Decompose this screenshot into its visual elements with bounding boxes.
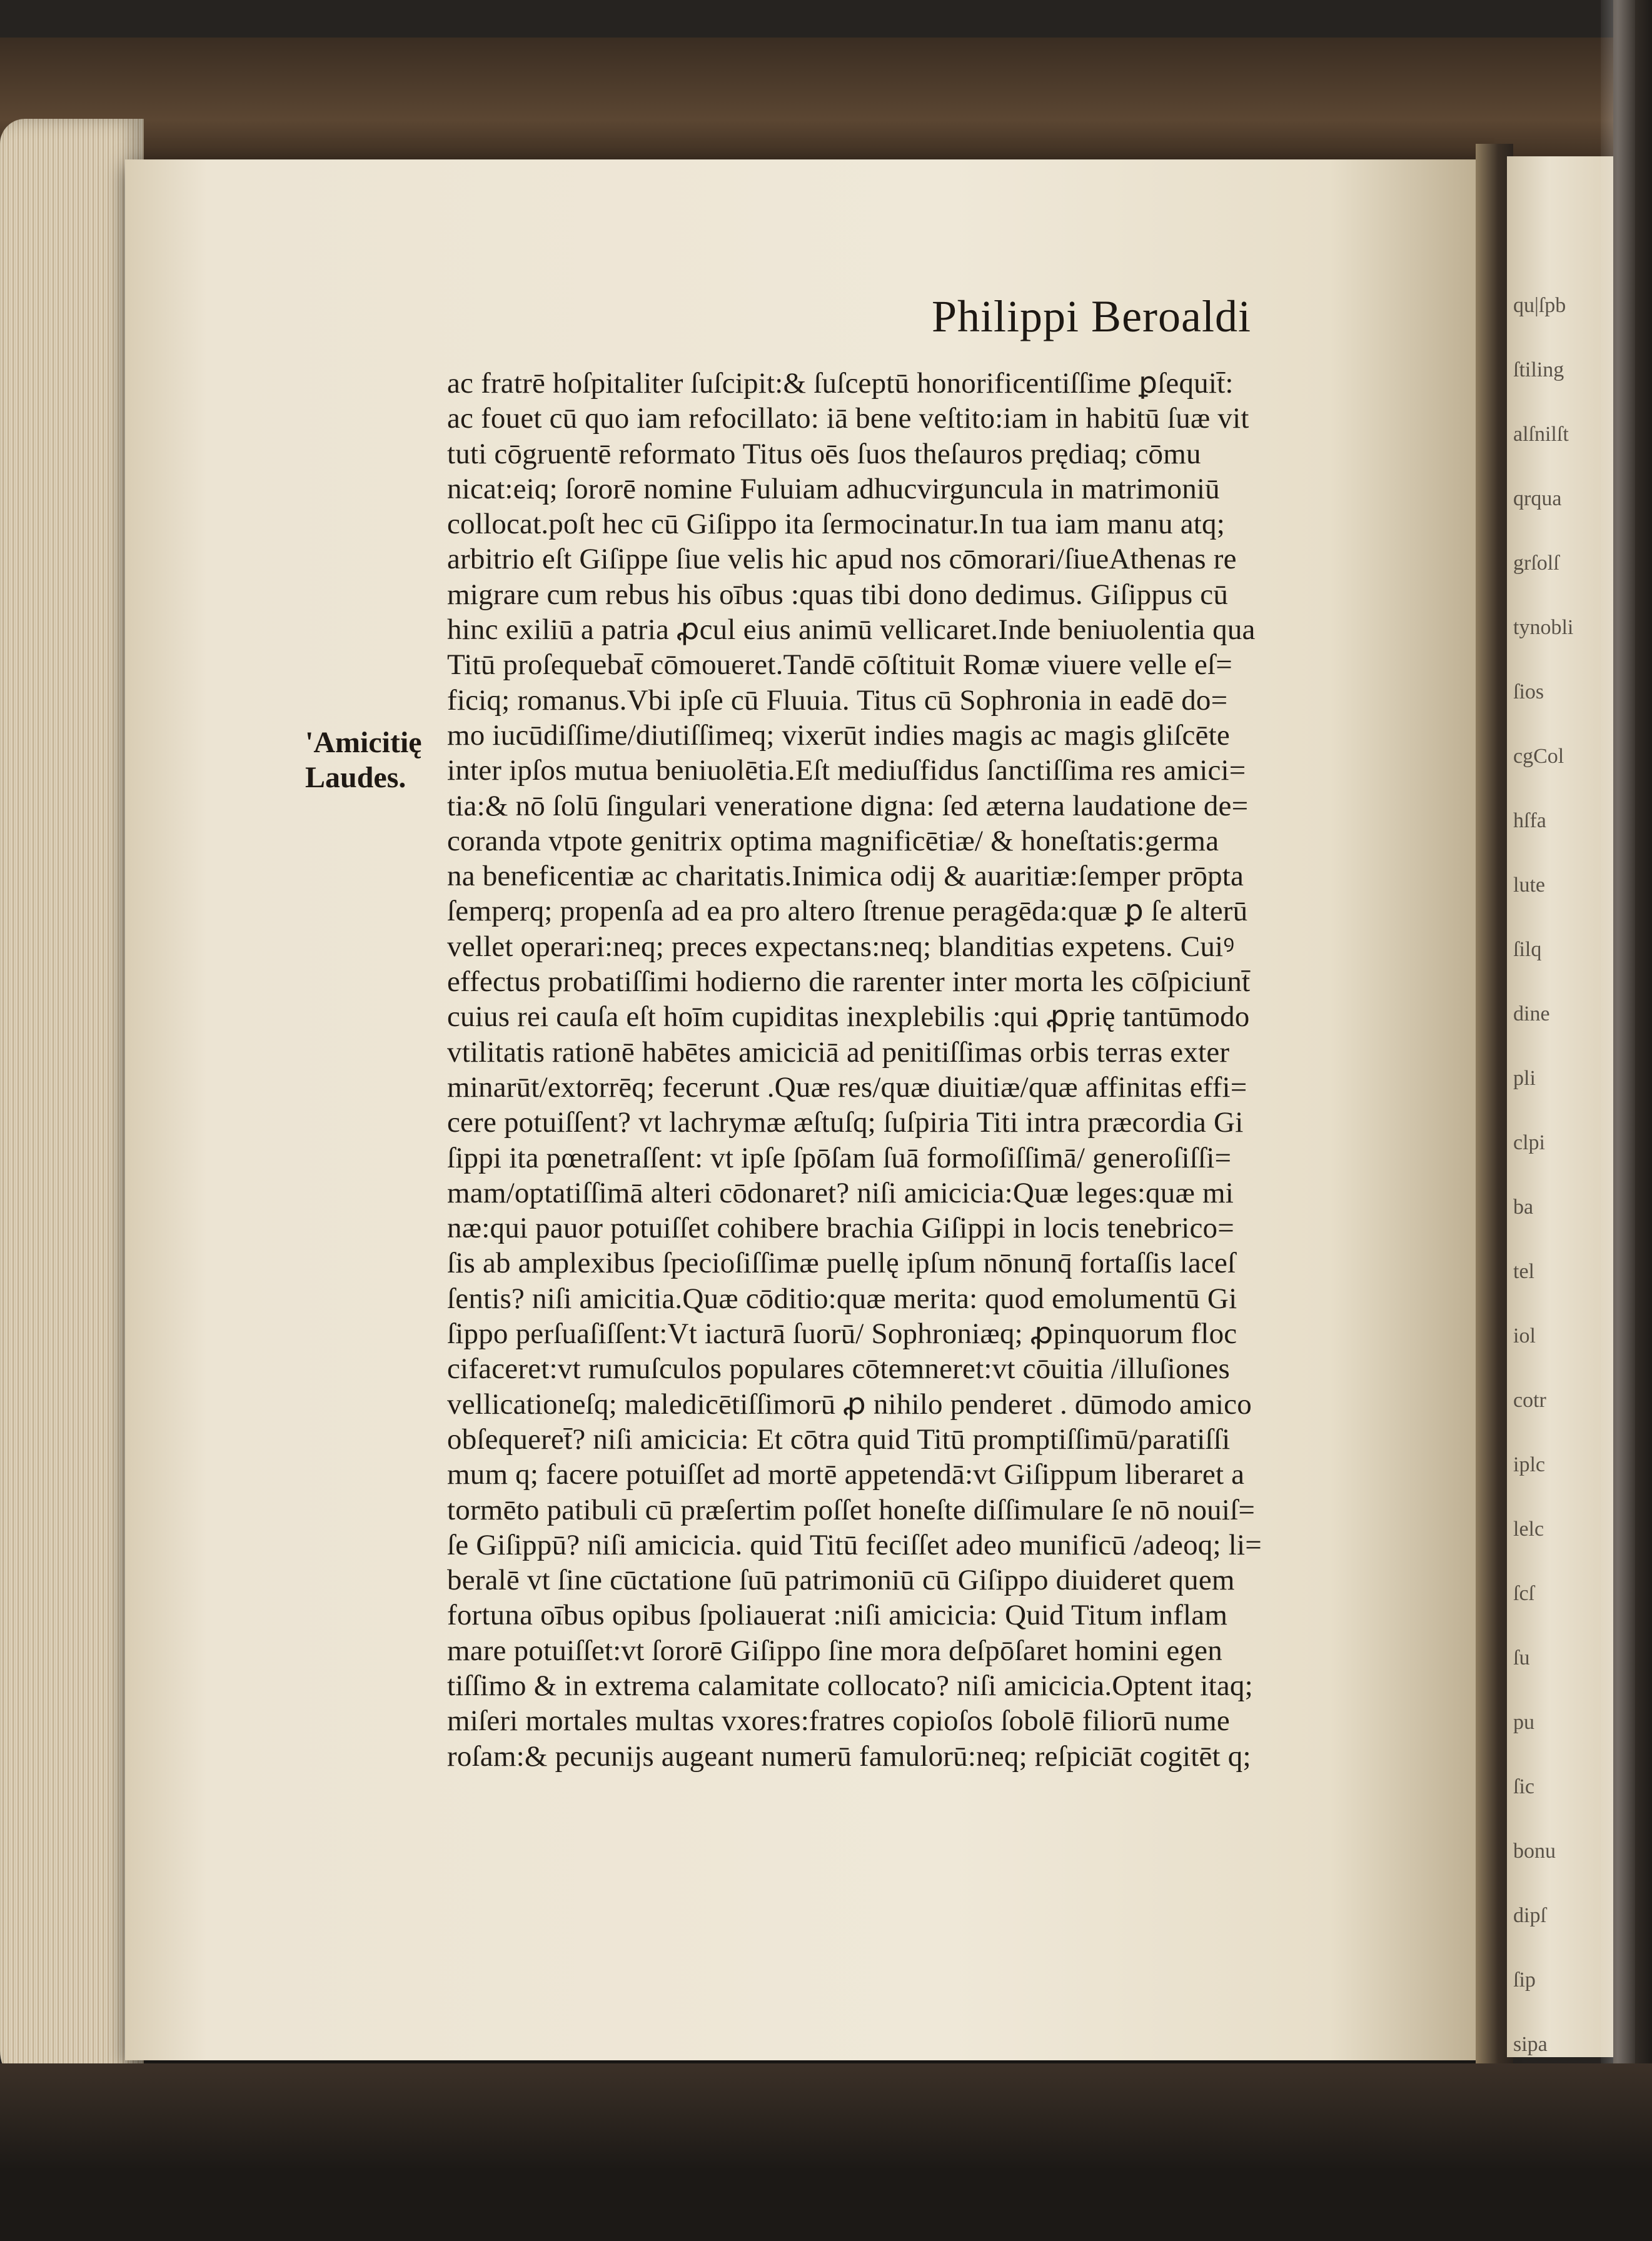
text-line: obſequeret̄? niſi amicicia: Et cōtra quid Titū promptiſſimū/paratiſſi: [447, 1423, 1231, 1456]
text-line: fortuna oībus opibus ſpoliauerat :niſi amicicia: Quid Titum inflam: [447, 1599, 1228, 1632]
facing-page-fragment: hſfa: [1513, 809, 1546, 832]
facing-page-fragment: ſic: [1513, 1775, 1534, 1798]
facing-page-fragment: ſu: [1513, 1646, 1530, 1669]
facing-page-fragment: lelc: [1513, 1518, 1544, 1541]
facing-page-fragment: lute: [1513, 874, 1545, 897]
facing-page-fragment: cgCol: [1513, 745, 1564, 768]
facing-page-fragment: cotr: [1513, 1389, 1546, 1412]
text-line: minarūt/extorrēq; fecerunt .Quæ res/quæ diuitiæ/quæ affinitas effi=: [447, 1070, 1247, 1104]
text-line: ſis ab amplexibus ſpecioſiſſimæ puellę ipſum nōnunq̄ fortaſſis laceſ: [447, 1247, 1236, 1280]
text-line: ſippi ita pœnetraſſent: vt ipſe ſpōſam ſuā formoſiſſimā/ generoſiſſi=: [447, 1141, 1232, 1174]
text-line: coranda vtpote genitrix optima magnificētiæ/ & honeſtatis:germa: [447, 824, 1219, 857]
book-shadow: [0, 2063, 1652, 2241]
facing-page-fragment: bonu: [1513, 1840, 1556, 1863]
facing-page-fragment: ſtiling: [1513, 358, 1564, 381]
text-line: beralē vt ſine cūctatione ſuū patrimoniū cū Giſippo diuideret quem: [447, 1564, 1235, 1597]
text-line: nicat:eiq; ſororē nomine Fuluiam adhucvirguncula in matrimoniū: [447, 472, 1220, 505]
body-text: [447, 366, 1466, 1774]
text-line: ac fouet cū quo iam refocillato: iā bene veſtito:iam in habitū ſuæ vit: [447, 402, 1249, 435]
facing-page-fragment: dine: [1513, 1002, 1550, 1025]
text-line: ſentis? niſi amicitia.Quæ cōditio:quæ merita: quod emolumentū Gi: [447, 1282, 1237, 1315]
text-line: vellet operari:neq; preces expectans:neq; blanditias expetens. Cuiꝰ: [447, 930, 1235, 963]
facing-page-fragment: tynobli: [1513, 616, 1574, 639]
glass-clip: [1601, 0, 1635, 2241]
text-line: cifaceret:vt rumuſculos populares cōtemneret:vt cōuitia /illuſiones: [447, 1352, 1230, 1386]
facing-page-fragment: ſios: [1513, 680, 1544, 703]
facing-page-fragment: ſilq: [1513, 938, 1542, 961]
facing-page-fragment: dipſ: [1513, 1904, 1546, 1927]
text-line: mum q; facere potuiſſet ad mortē appetendā:vt Giſippum liberaret a: [447, 1458, 1245, 1491]
facing-page-fragment: ſcſ: [1513, 1582, 1534, 1605]
text-line: ſemperq; propenſa ad ea pro altero ſtrenue peragēda:quæ ꝑ ſe alterū: [447, 895, 1248, 928]
facing-page-fragment: pu: [1513, 1711, 1534, 1734]
text-line: ac fratrē hoſpitaliter ſuſcipit:& ſuſceptū honorificentiſſime ꝑſequit̄:: [447, 367, 1234, 400]
facing-page-fragment: alſnilſt: [1513, 423, 1569, 446]
text-line: miſeri mortales multas vxores:fratres copioſos ſobolē filiorū nume: [447, 1705, 1230, 1738]
facing-page-fragment: tel: [1513, 1260, 1534, 1283]
text-line: tormēto patibuli cū præſertim poſſet honeſte diſſimulare ſe nō nouiſ=: [447, 1493, 1256, 1526]
text-line: Titū proſequebat̄ cōmoueret.Tandē cōſtituit Romæ viuere velle eſ=: [447, 648, 1232, 682]
text-line: mo iucūdiſſime/diutiſſimeq; vixerūt indies magis ac magis gliſcēte: [447, 718, 1230, 752]
text-line: arbitrio eſt Giſippe ſiue velis hic apud nos cōmorari/ſiueAthenas re: [447, 543, 1237, 576]
text-line: ficiq; romanus.Vbi ipſe cū Fluuia. Titus cū Sophronia in eadē do=: [447, 683, 1228, 717]
facing-page-fragment: iol: [1513, 1324, 1536, 1347]
text-line: næ:qui pauor potuiſſet cohibere brachia Giſippi in locis tenebrico=: [447, 1212, 1234, 1245]
text-line: cere potuiſſent? vt lachrymæ æſtuſq; ſuſpiria Titi intra præcordia Gi: [447, 1106, 1244, 1139]
text-line: cuius rei cauſa eſt hoīm cupiditas inexplebilis :qui ꝓprię tantūmodo: [447, 1000, 1250, 1034]
text-line: migrare cum rebus his oībus :quas tibi dono dedimus. Giſippus cū: [447, 578, 1229, 611]
text-line: ſippo perſuaſiſſent:Vt iacturā ſuorū/ Sophroniæq; ꝓpinquorum floc: [447, 1317, 1237, 1351]
marginal-note-line: Laudes.: [305, 761, 406, 794]
facing-page-fragment: ba: [1513, 1196, 1534, 1219]
text-line: mare potuiſſet:vt ſororē Giſippo ſine mora deſpōſaret homini egen: [447, 1634, 1222, 1667]
facing-page-fragment: pli: [1513, 1067, 1536, 1090]
text-line: tiſſimo & in extrema calamitate collocato? niſi amicicia.Optent itaq;: [447, 1669, 1253, 1702]
text-line: na beneficentiæ ac charitatis.Inimica odij & auaritiæ:ſemper prōpta: [447, 860, 1244, 893]
text-line: ſe Giſippū? niſi amicicia. quid Titū feciſſet adeo munificū /adeoq; li=: [447, 1528, 1262, 1561]
running-header: Philippi Beroaldi: [932, 291, 1251, 341]
facing-page-fragment: ſip: [1513, 1968, 1536, 1992]
text-line: inter ipſos mutua beniuolētia.Eſt mediuſfidus ſanctiſſima res amici=: [447, 754, 1246, 787]
facing-page-fragment: qu|ſpb: [1513, 294, 1566, 317]
facing-page-fragment: grſolſ: [1513, 551, 1559, 575]
text-line: collocat.poſt hec cū Giſippo ita ſermocinatur.In tua iam manu atq;: [447, 508, 1225, 541]
text-line: hinc exiliū a patria ꝓcul eius animū vellicaret.Inde beniuolentia qua: [447, 613, 1256, 647]
text-line: vellicationeſq; maledicētiſſimorū ꝓ nihilo penderet . dūmodo amico: [447, 1387, 1252, 1421]
text-line: tuti cōgruentē reformato Titus oēs ſuos theſauros prędiaq; cōmu: [447, 437, 1201, 470]
text-line: mam/optatiſſimā alteri cōdonaret? niſi amicicia:Quæ leges:quæ mi: [447, 1176, 1234, 1209]
facing-page-fragment: iplc: [1513, 1453, 1545, 1476]
facing-page-fragment: qrqua: [1513, 487, 1562, 510]
text-line: tia:& nō ſolū ſingulari veneratione digna: ſed æterna laudatione de=: [447, 789, 1249, 822]
text-line: roſam:& pecunijs augeant numerū famulorū:neq; reſpiciāt cogitēt q;: [447, 1740, 1251, 1773]
marginal-note: [305, 725, 422, 795]
text-line: effectus probatiſſimi hodierno die rarenter inter morta les cōſpiciunt̄: [447, 965, 1251, 999]
page-edges: [0, 119, 144, 2088]
text-line: vtilitatis rationē habētes amiciciā ad penitiſſimas orbis terras exter: [447, 1035, 1230, 1069]
facing-page-fragment: clpi: [1513, 1131, 1545, 1154]
facing-page-fragment: sipa: [1513, 2033, 1548, 2056]
marginal-note-line: 'Amicitię: [305, 726, 422, 759]
